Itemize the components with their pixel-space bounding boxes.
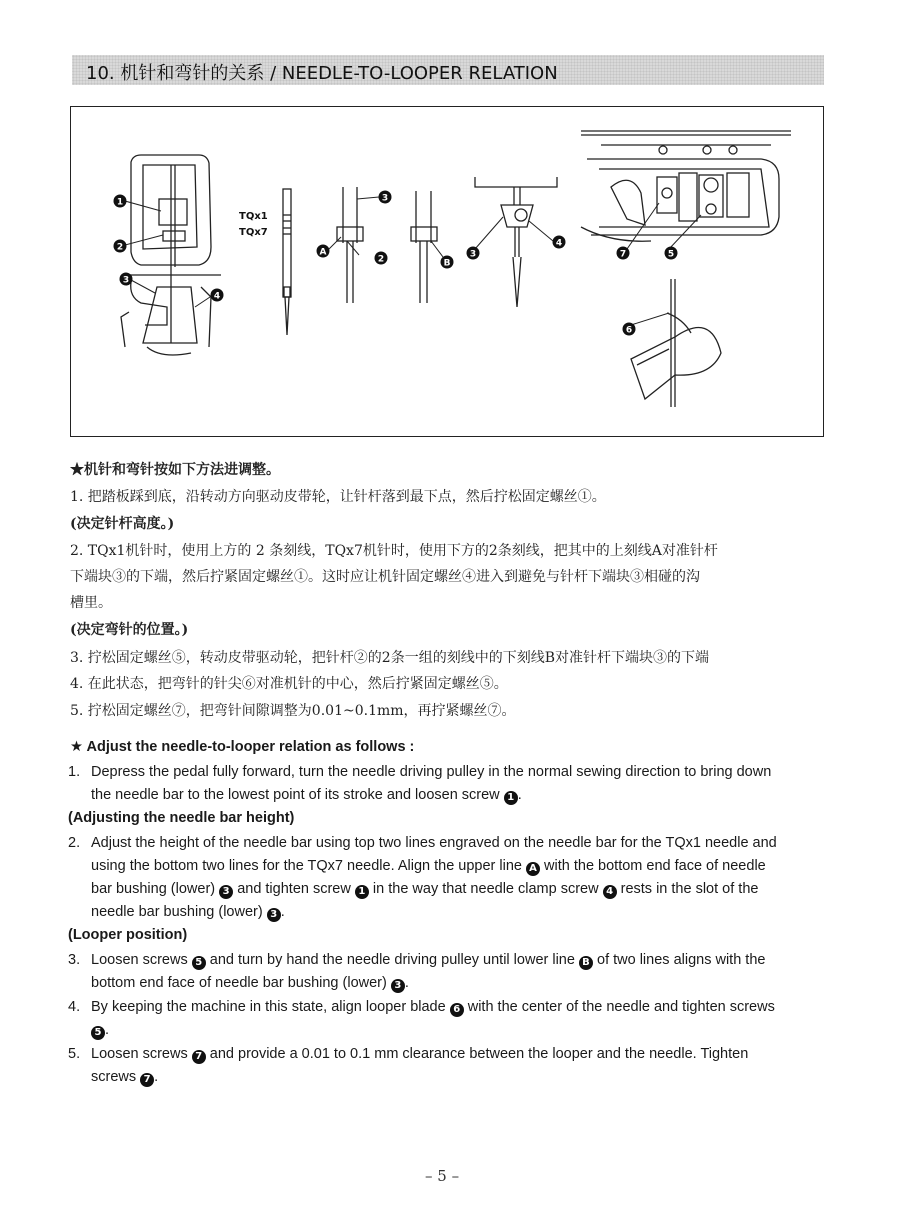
svg-text:3: 3: [122, 275, 130, 286]
ref-screw-5b: 5: [91, 1026, 105, 1040]
label-tqx7: TQx7: [239, 227, 268, 238]
svg-text:1: 1: [116, 197, 124, 208]
zh-step-3: 3. 拧松固定螺丝⑤，转动皮带驱动轮，把针杆②的2条一组的刻线中的下刻线B对准针杆下端块③的下端: [70, 650, 710, 666]
zh-step-1: 1. 把踏板踩到底，沿转动方向驱动皮带轮，让针杆落到最下点，然后拧松固定螺丝①。: [70, 489, 606, 505]
marker-2-bar: [375, 252, 388, 265]
en-step-2-line-4: needle bar bushing (lower) 3 .: [91, 904, 285, 920]
marker-3-bar: [379, 191, 392, 204]
diagram-svg: [71, 107, 825, 438]
ref-screw-7b: 7: [140, 1073, 154, 1087]
ref-screw-1: 1: [504, 791, 518, 805]
svg-text:7: 7: [619, 249, 627, 260]
en-step-5-line-1: Loosen screws 7 and provide a 0.01 to 0.1 mm clearance between the looper and the needle. Tighten: [91, 1046, 749, 1062]
zh-step-2-line-1: 2. TQx1机针时，使用上方的 2 条刻线，TQx7机针时，使用下方的2条刻线，把其中的上刻线A对准针杆: [70, 543, 718, 559]
svg-text:3: 3: [381, 193, 389, 204]
zh-subheading-needle-height: (决定针杆高度。): [70, 516, 175, 532]
label-tqx1: TQx1: [239, 211, 268, 222]
ref-bushing-3: 3: [219, 885, 233, 899]
ref-bushing-3c: 3: [391, 979, 405, 993]
svg-text:A: A: [319, 247, 327, 258]
zh-heading: ★机针和弯针按如下方法进调整。: [70, 462, 280, 478]
ref-line-A: A: [526, 862, 540, 876]
ref-clamp-screw-4: 4: [603, 885, 617, 899]
marker-4-clamp: [553, 236, 566, 249]
en-step-2-number: 2.: [68, 835, 81, 851]
en-step-2-line-3: bar bushing (lower) 3 and tighten screw 1 in the way that needle clamp screw 4 rests in the slot of the: [91, 881, 759, 897]
ref-bushing-3b: 3: [267, 908, 281, 922]
svg-text:4: 4: [555, 238, 563, 249]
en-step-1-number: 1.: [68, 764, 81, 780]
en-step-4-line-2: 5 .: [91, 1022, 109, 1040]
page-number: – 5 –: [425, 1167, 460, 1185]
marker-1: [114, 195, 127, 208]
en-step-1-line-1: Depress the pedal fully forward, turn the needle driving pulley in the normal sewing direction to bring down: [91, 764, 772, 780]
ref-screw-5: 5: [192, 956, 206, 970]
en-step-5-number: 5.: [68, 1046, 81, 1062]
en-step-4-number: 4.: [68, 999, 81, 1015]
marker-3-left: [120, 273, 133, 286]
zh-step-4: 4. 在此状态，把弯针的针尖⑥对准机针的中心，然后拧紧固定螺丝⑤。: [70, 676, 508, 692]
en-step-4-line-1: By keeping the machine in this state, align looper blade 6 with the center of the needle and tighten screws: [91, 999, 775, 1015]
en-step-5-line-2: screws 7 .: [91, 1069, 159, 1085]
ref-screw-7: 7: [192, 1050, 206, 1064]
marker-7: [617, 247, 630, 260]
en-step-1-line-2: the needle bar to the lowest point of its stroke and loosen screw 1 .: [91, 787, 522, 803]
svg-text:4: 4: [213, 291, 221, 302]
en-step-3-line-1: Loosen screws 5 and turn by hand the needle driving pulley until lower line B of two lines aligns with the: [91, 952, 766, 968]
marker-2: [114, 240, 127, 253]
svg-text:2: 2: [377, 254, 385, 265]
svg-text:5: 5: [667, 249, 675, 260]
marker-6: [623, 323, 636, 336]
zh-subheading-looper-position: (决定弯针的位置。): [70, 622, 189, 638]
en-step-3-number: 3.: [68, 952, 81, 968]
ref-line-B: B: [579, 956, 593, 970]
svg-text:3: 3: [469, 249, 477, 260]
zh-step-2-line-3: 槽里。: [70, 595, 112, 611]
marker-4-left: [211, 289, 224, 302]
zh-step-5: 5. 拧松固定螺丝⑦，把弯针间隙调整为0.01~0.1mm，再拧紧螺丝⑦。: [70, 703, 516, 719]
needle-looper-diagram: [70, 106, 824, 437]
en-subheading-looper-position: (Looper position): [68, 927, 188, 943]
ref-screw-1b: 1: [355, 885, 369, 899]
zh-step-2-line-2: 下端块③的下端，然后拧紧固定螺丝①。这时应让机针固定螺丝④进入到避免与针杆下端块③相碰的沟: [70, 569, 700, 585]
marker-A: [317, 245, 330, 258]
en-subheading-needle-height: (Adjusting the needle bar height): [68, 810, 295, 826]
marker-B: [441, 256, 454, 269]
en-heading: ★ Adjust the needle-to-looper relation as follows :: [70, 739, 415, 755]
section-title-bar: [72, 55, 824, 85]
svg-text:6: 6: [625, 325, 633, 336]
section-title: 10. 机针和弯针的关系 / NEEDLE-TO-LOOPER RELATION: [86, 63, 558, 84]
svg-text:B: B: [443, 258, 451, 269]
ref-looper-blade-6: 6: [450, 1003, 464, 1017]
svg-text:2: 2: [116, 242, 124, 253]
marker-3-clamp: [467, 247, 480, 260]
en-step-2-line-2: using the bottom two lines for the TQx7 needle. Align the upper line A with the bottom end face of needle: [91, 858, 766, 874]
en-step-3-line-2: bottom end face of needle bar bushing (lower) 3 .: [91, 975, 409, 991]
en-step-2-line-1: Adjust the height of the needle bar using top two lines engraved on the needle bar for the TQx1 needle and: [91, 835, 777, 851]
marker-5: [665, 247, 678, 260]
